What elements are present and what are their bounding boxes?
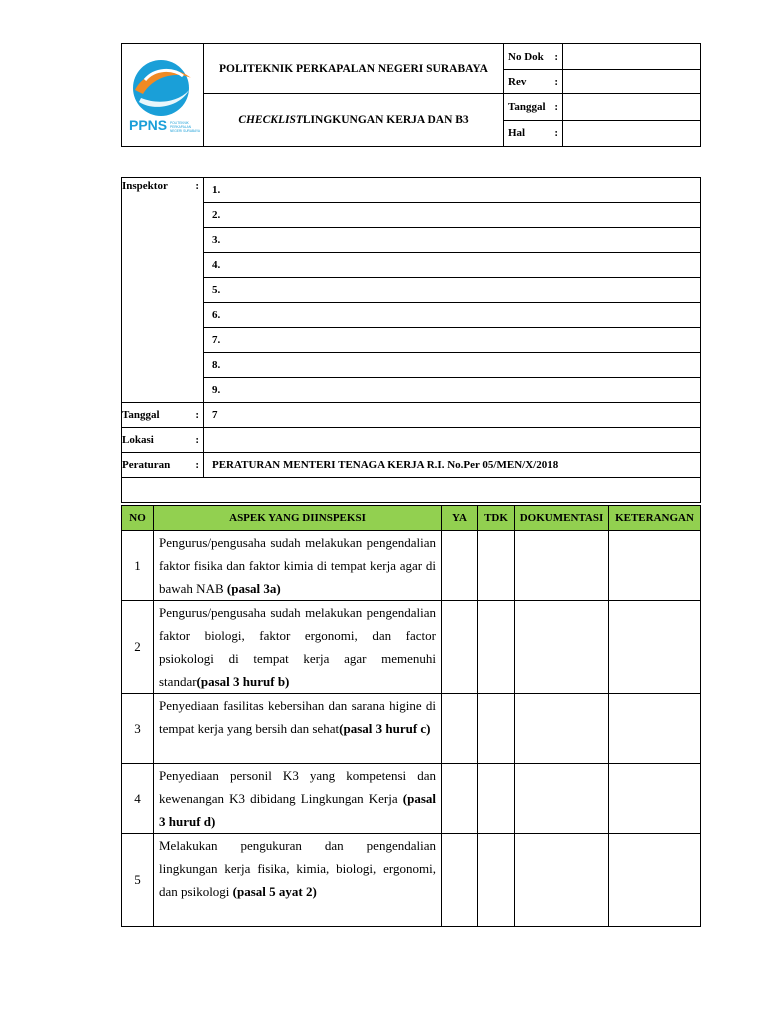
row-aspect: Melakukan pengukuran dan pengendalian lingkungan kerja fisika, kimia, biologi, ergonomi, dan psikologi (pasal 5 ayat 2): [154, 834, 442, 927]
checklist-row: [122, 601, 701, 694]
meta-label-hal: Hal :: [504, 120, 563, 146]
ppns-logo: [125, 50, 201, 136]
spacer-row: [122, 478, 701, 503]
tdk-cell[interactable]: [478, 694, 515, 764]
meta-label-no-dok: No Dok :: [504, 44, 563, 70]
row-number: 2: [122, 601, 154, 694]
inspection-info-table: [121, 177, 701, 503]
ya-cell[interactable]: [442, 694, 478, 764]
col-header-keterangan: KETERANGAN: [609, 506, 701, 531]
institution-name: POLITEKNIK PERKAPALAN NEGERI SURABAYA: [204, 44, 504, 94]
inspektor-label: Inspektor :: [122, 178, 204, 403]
dokumentasi-cell[interactable]: [515, 531, 609, 601]
checklist-row: [122, 694, 701, 764]
meta-label-tanggal: Tanggal :: [504, 94, 563, 120]
tdk-cell[interactable]: [478, 764, 515, 834]
inspector-row[interactable]: 4.: [204, 253, 701, 278]
dokumentasi-cell[interactable]: [515, 694, 609, 764]
row-aspect: Penyediaan fasilitas kebersihan dan sarana higine di tempat kerja yang bersih dan sehat(pasal 3 huruf c): [154, 694, 442, 764]
col-header-no: NO: [122, 506, 154, 531]
col-header-dokumentasi: DOKUMENTASI: [515, 506, 609, 531]
tdk-cell[interactable]: [478, 531, 515, 601]
dokumentasi-cell[interactable]: [515, 764, 609, 834]
tanggal-label: Tanggal :: [122, 403, 204, 428]
inspector-row[interactable]: 1.: [204, 178, 701, 203]
inspector-row[interactable]: 5.: [204, 278, 701, 303]
keterangan-cell[interactable]: [609, 531, 701, 601]
svg-text:NEGERI SURABAYA: NEGERI SURABAYA: [169, 128, 200, 133]
ya-cell[interactable]: [442, 601, 478, 694]
col-header-tdk: TDK: [478, 506, 515, 531]
ya-cell[interactable]: [442, 834, 478, 927]
peraturan-label: Peraturan :: [122, 453, 204, 478]
document-title: CHECKLISTLINGKUNGAN KERJA DAN B3: [204, 94, 504, 147]
row-number: 4: [122, 764, 154, 834]
lokasi-label: Lokasi :: [122, 428, 204, 453]
meta-label-rev: Rev :: [504, 70, 563, 94]
keterangan-cell[interactable]: [609, 694, 701, 764]
meta-value-hal[interactable]: [563, 120, 701, 146]
inspector-row[interactable]: 2.: [204, 203, 701, 228]
checklist-table: [121, 505, 701, 927]
document-header: [121, 43, 701, 147]
keterangan-cell[interactable]: [609, 764, 701, 834]
keterangan-cell[interactable]: [609, 601, 701, 694]
svg-text:PERKAPALAN: PERKAPALAN: [169, 124, 191, 129]
dokumentasi-cell[interactable]: [515, 601, 609, 694]
meta-value-rev[interactable]: [563, 70, 701, 94]
tanggal-value[interactable]: 7: [204, 403, 701, 428]
inspector-row[interactable]: 7.: [204, 328, 701, 353]
dokumentasi-cell[interactable]: [515, 834, 609, 927]
row-number: 1: [122, 531, 154, 601]
inspector-row[interactable]: 3.: [204, 228, 701, 253]
ya-cell[interactable]: [442, 764, 478, 834]
meta-value-tanggal[interactable]: [563, 94, 701, 120]
tdk-cell[interactable]: [478, 601, 515, 694]
row-aspect: Pengurus/pengusaha sudah melakukan pengendalian faktor fisika dan faktor kimia di tempat kerja agar di bawah NAB (pasal 3a): [154, 531, 442, 601]
inspector-row[interactable]: 8.: [204, 353, 701, 378]
lokasi-value[interactable]: [204, 428, 701, 453]
inspector-row[interactable]: 9.: [204, 378, 701, 403]
checklist-row: [122, 834, 701, 927]
inspector-row[interactable]: 6.: [204, 303, 701, 328]
row-aspect: Pengurus/pengusaha sudah melakukan pengendalian faktor biologi, faktor ergonomi, dan factor psiokologi di tempat kerja agar memenuhi standar(pasal 3 huruf b): [154, 601, 442, 694]
meta-value-no-dok[interactable]: [563, 44, 701, 70]
logo-text: PPNS: [128, 116, 167, 133]
tdk-cell[interactable]: [478, 834, 515, 927]
svg-text:POLITEKNIK: POLITEKNIK: [169, 120, 189, 125]
logo-cell: [122, 44, 204, 147]
checklist-row: [122, 764, 701, 834]
peraturan-value[interactable]: PERATURAN MENTERI TENAGA KERJA R.I. No.Per 05/MEN/X/2018: [204, 453, 701, 478]
row-aspect: Penyediaan personil K3 yang kompetensi dan kewenangan K3 dibidang Lingkungan Kerja (pasal 3 huruf d): [154, 764, 442, 834]
row-number: 5: [122, 834, 154, 927]
col-header-ya: YA: [442, 506, 478, 531]
col-header-aspek: ASPEK YANG DIINSPEKSI: [154, 506, 442, 531]
keterangan-cell[interactable]: [609, 834, 701, 927]
checklist-row: [122, 531, 701, 601]
row-number: 3: [122, 694, 154, 764]
ya-cell[interactable]: [442, 531, 478, 601]
